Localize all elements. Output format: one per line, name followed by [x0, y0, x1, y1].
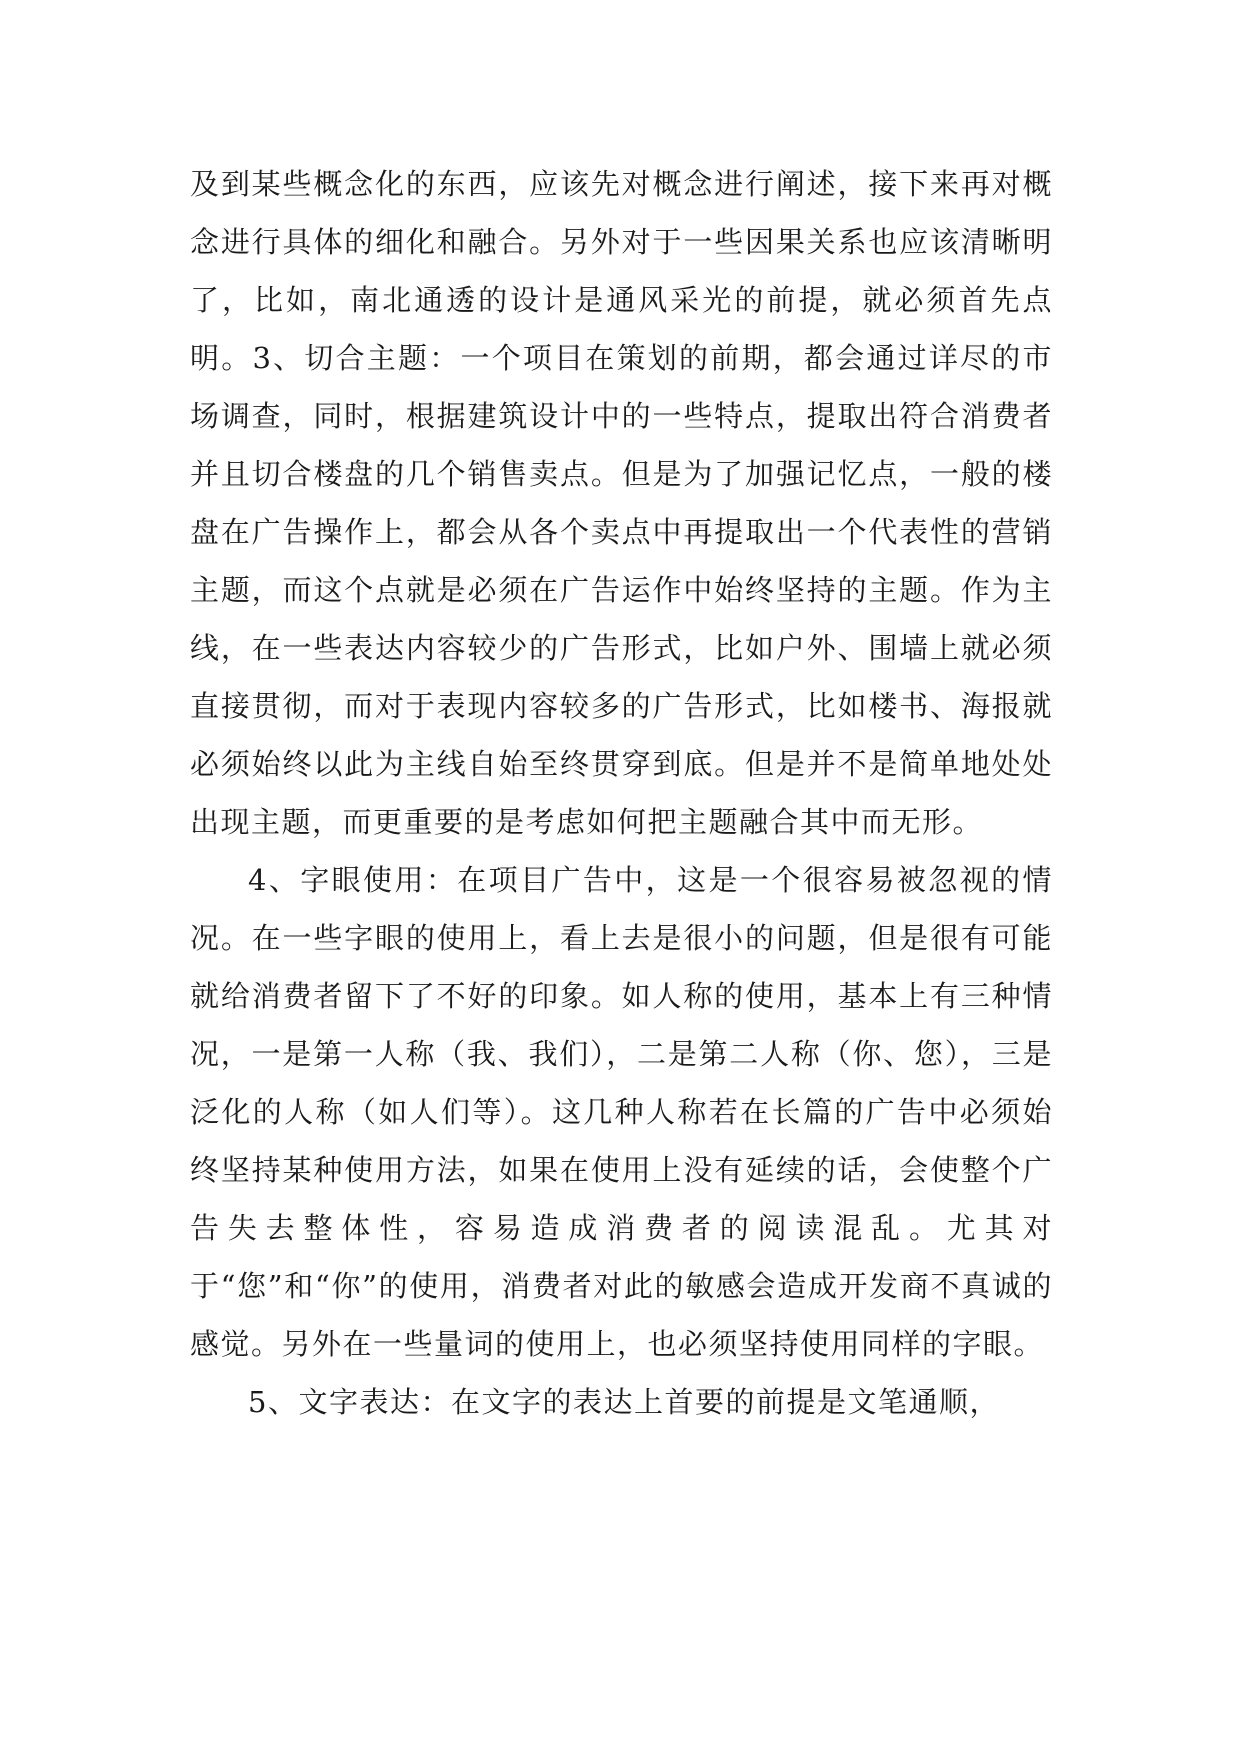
paragraph-concepts-theme: 及到某些概念化的东西，应该先对概念进行阐述，接下来再对概念进行具体的细化和融合。另外对于一些因果关系也应该清晰明了，比如，南北通透的设计是通风采光的前提，就必须首先点明。3、切合主题：一个项目在策划的前期，都会通过详尽的市场调查，同时，根据建筑设计中的一些特点，提取出符合消费者并且切合楼盘的几个销售卖点。但是为了加强记忆点，一般的楼盘在广告操作上，都会从各个卖点中再提取出一个代表性的营销主题，而这个点就是必须在广告运作中始终坚持的主题。作为主线，在一些表达内容较少的广告形式，比如户外、围墙上就必须直接贯彻，而对于表现内容较多的广告形式，比如楼书、海报就必须始终以此为主线自始至终贯穿到底。但是并不是简单地处处出现主题，而更重要的是考虑如何把主题融合其中而无形。 — [190, 167, 1053, 839]
paragraph-text-expression: 5、文字表达：在文字的表达上首要的前提是文笔通顺， — [248, 1385, 1000, 1419]
body-text — [190, 155, 1053, 1431]
paragraph-word-usage: 4、字眼使用：在项目广告中，这是一个很容易被忽视的情况。在一些字眼的使用上，看上去是很小的问题，但是很有可能就给消费者留下了不好的印象。如人称的使用，基本上有三种情况，一是第一人称（我、我们），二是第二人称（你、您），三是泛化的人称（如人们等）。这几种人称若在长篇的广告中必须始终坚持某种使用方法，如果在使用上没有延续的话，会使整个广告失去整体性，容易造成消费者的阅读混乱。尤其对于“您”和“你”的使用，消费者对此的敏感会造成开发商不真诚的感觉。另外在一些量词的使用上，也必须坚持使用同样的字眼。 — [190, 863, 1053, 1361]
